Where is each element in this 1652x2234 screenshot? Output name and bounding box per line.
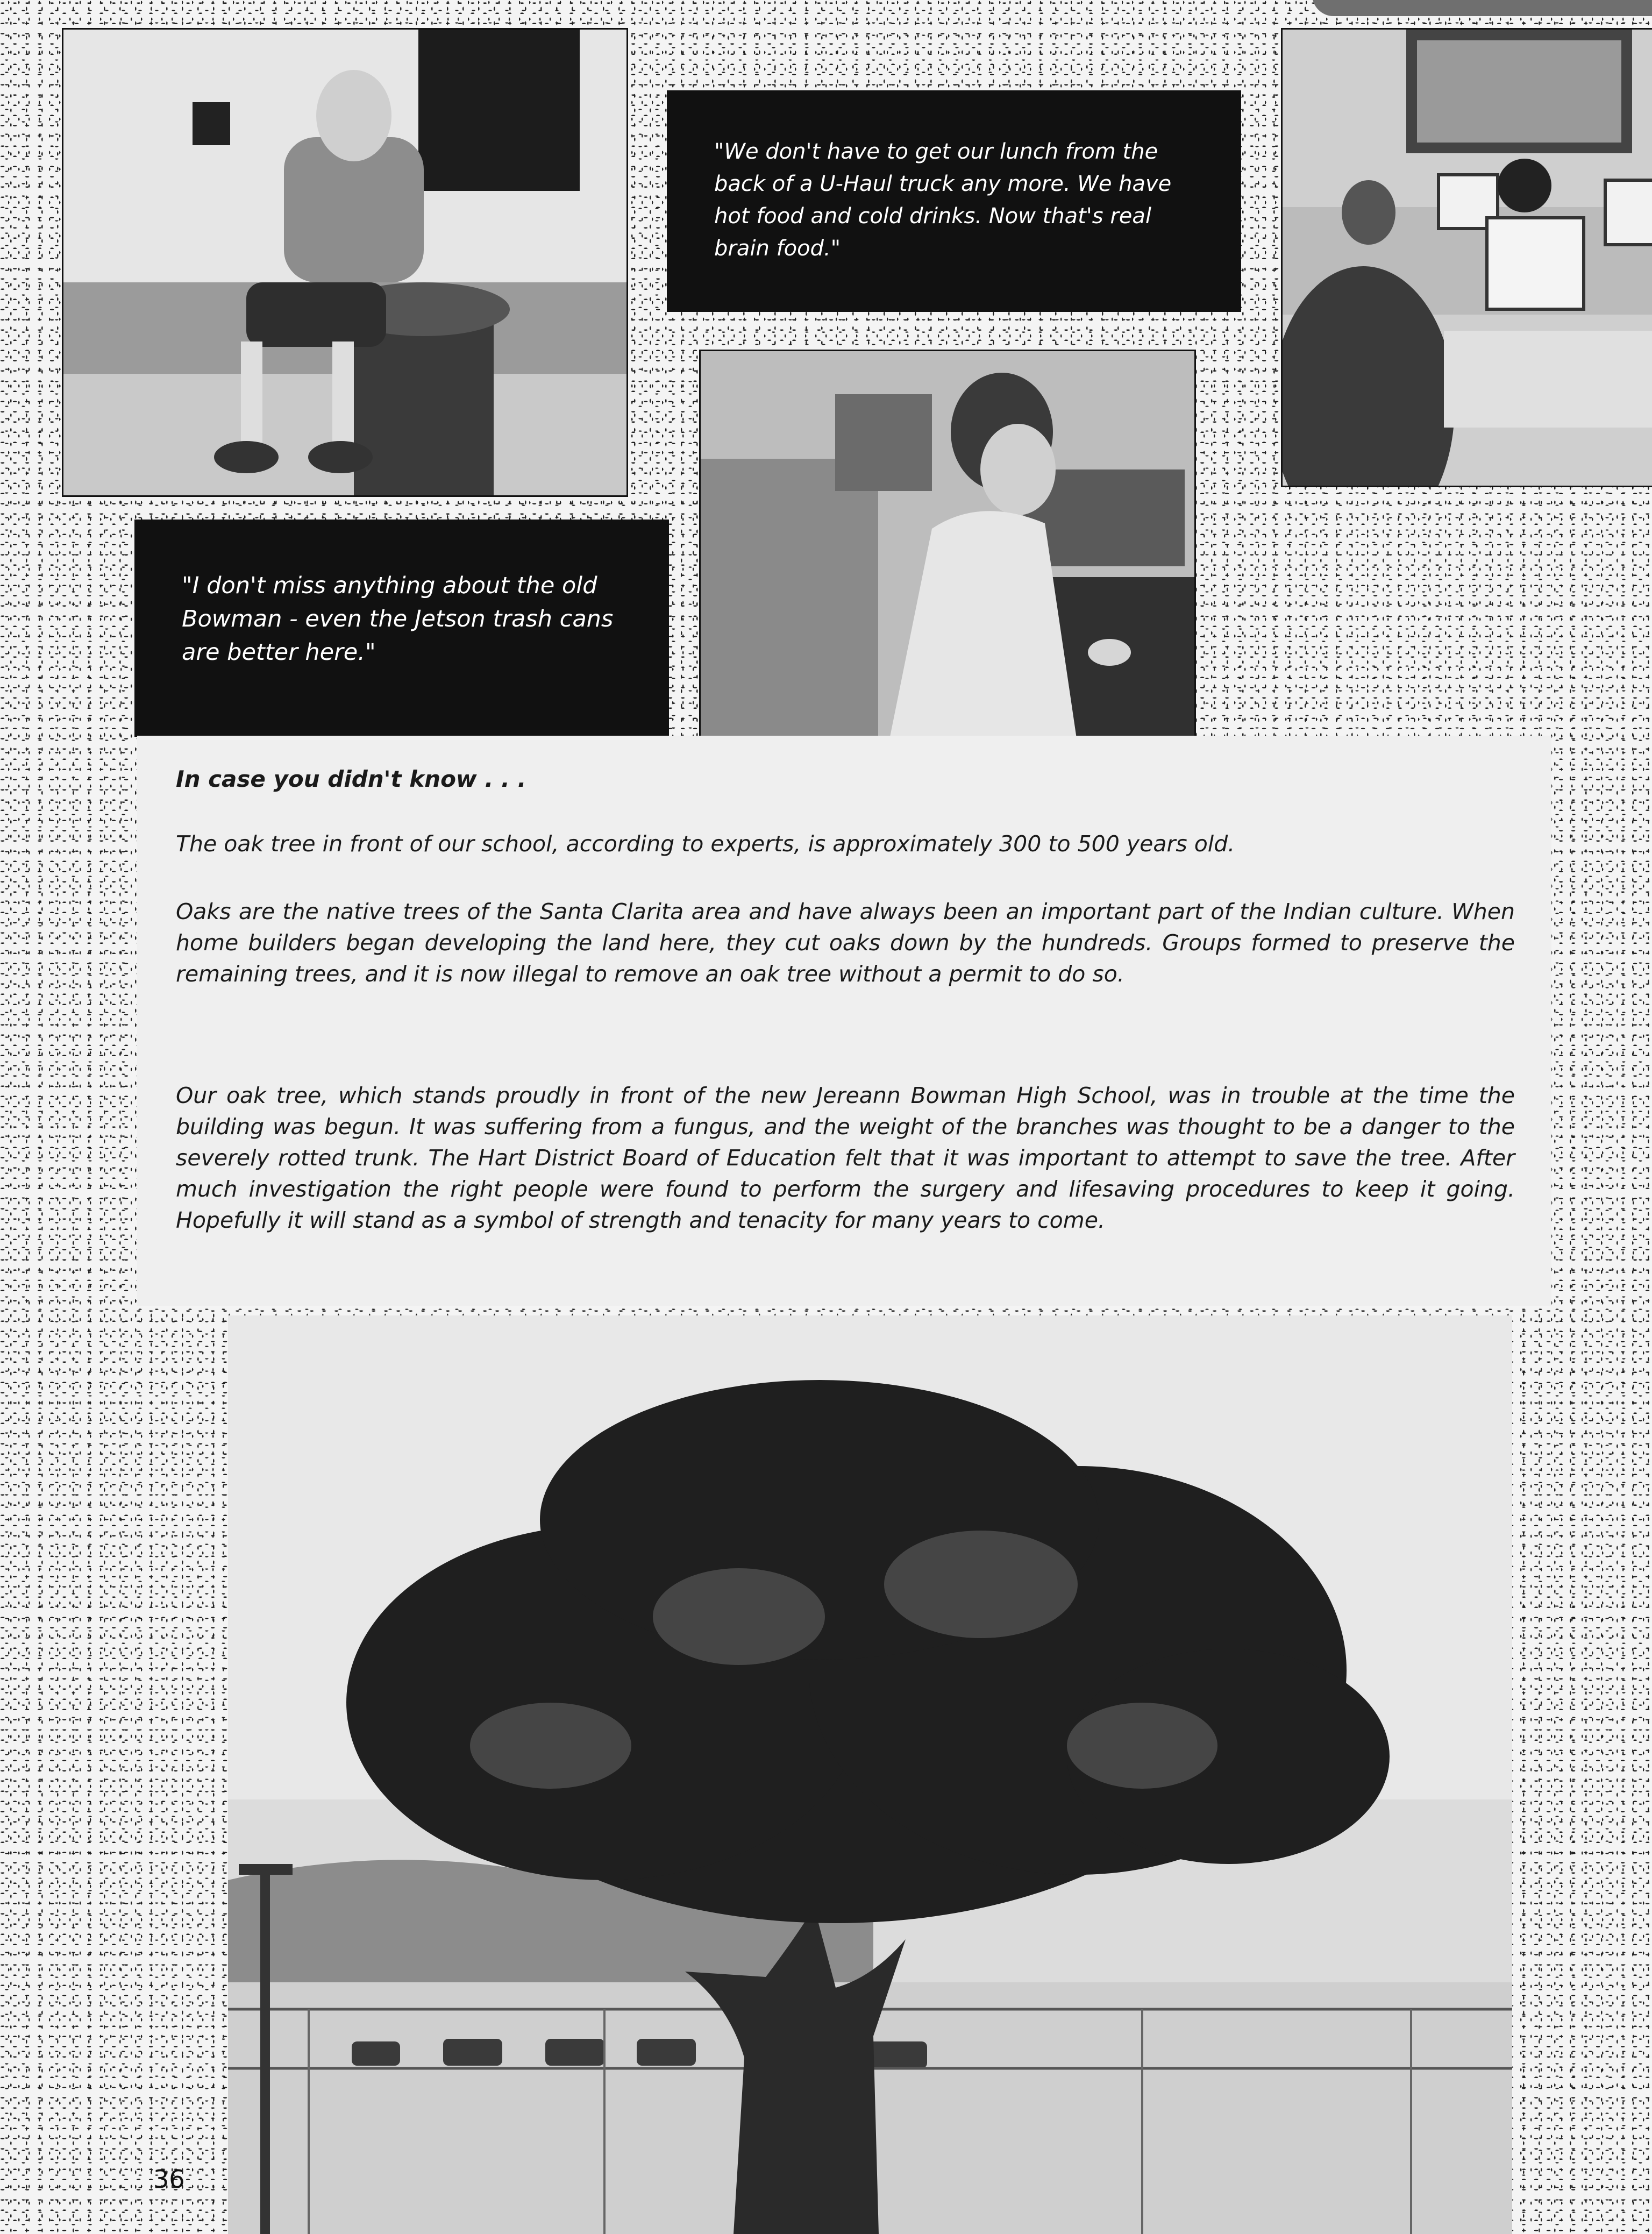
article-paragraph-1: The oak tree in front of our school, according to experts, is approximately 300 to 500 years old. (176, 831, 1235, 857)
article-paragraph-2: Oaks are the native trees of the Santa Clarita area and have always been an important part of the Indian culture. When home builders began developing the land here, they cut oaks down by the hundreds. Groups formed to preserve the remaining trees, and it is now illegal to remove an oak tree without a permit to do so. (176, 899, 1515, 987)
article-panel (137, 736, 1551, 1306)
binder-edge (1312, 0, 1652, 16)
page-number: 36 (153, 2165, 185, 2194)
photo-oak-tree (228, 1315, 1512, 2234)
quote-lunch-text: "We don't have to get our lunch from the back of a U-Haul truck any more. We have hot food and cold drinks. Now that's real brain food." (714, 139, 1172, 261)
article-heading: In case you didn't know . . . (176, 766, 526, 792)
article-paragraph-3: Our oak tree, which stands proudly in front of the new Jereann Bowman High School, was in trouble at the time the building was begun. It was suffering from a fungus, and the weight of the branches was thought to be a danger to the severely rotted trunk. The Hart District Board of Education felt that it was important to attempt to save the tree. After much investigation the right people were found to perform the surgery and lifesaving procedures to keep it going. Hopefully it will stand as a symbol of strength and tenacity for many years to come. (176, 1083, 1515, 1233)
quote-box-trash-cans (134, 520, 669, 737)
photo-cafeteria-worker (699, 350, 1196, 744)
quote-box-lunch (667, 90, 1241, 312)
photo-student-on-trash-can (62, 28, 628, 497)
photo-computer-lab (1281, 28, 1652, 487)
quote-trash-text: "I don't miss anything about the old Bowman - even the Jetson trash cans are better here." (182, 572, 614, 666)
